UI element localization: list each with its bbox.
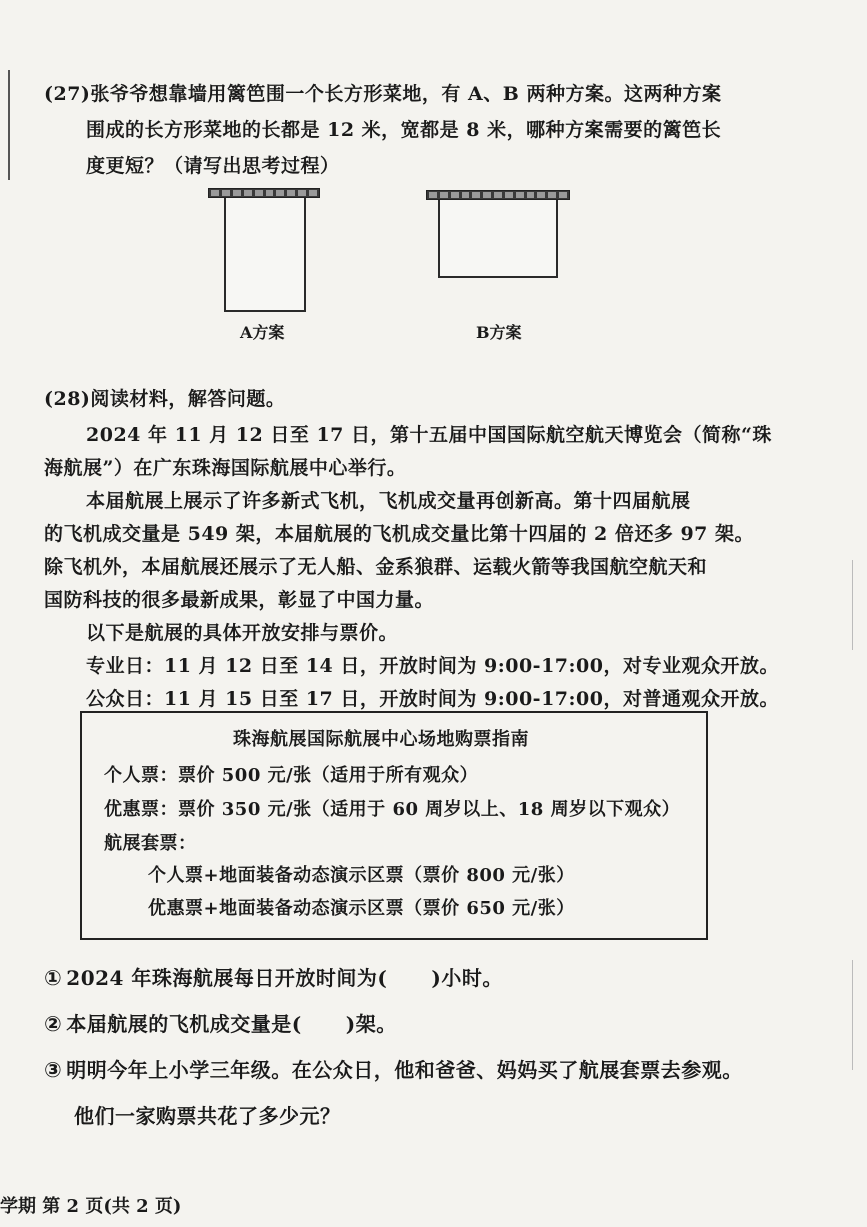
subquestion-3-marker: ③ (44, 1058, 63, 1082)
plan-a-fence (224, 198, 306, 312)
plan-b-fence (438, 200, 558, 278)
ticket-discount: 优惠票：票价 350 元/张（适用于 60 周岁以上、18 周岁以下观众） (104, 799, 681, 820)
ticket-guide-box (80, 711, 708, 940)
ticket-package-1: 个人票+地面装备动态演示区票（票价 800 元/张） (148, 865, 575, 886)
q28-paragraph-3: 以下是航展的具体开放安排与票价。 (86, 622, 399, 644)
subquestion-3 (44, 1054, 743, 1083)
ticket-package-2: 优惠票+地面装备动态演示区票（票价 650 元/张） (148, 898, 575, 919)
plan-b-label: B方案 (476, 323, 522, 342)
subquestion-2 (44, 1008, 397, 1037)
scan-artifact (852, 960, 853, 1070)
plan-b-wall (426, 190, 570, 200)
q28-professional-day: 专业日：11 月 12 日至 14 日，开放时间为 9:00-17:00，对专业观众开放。 (86, 655, 779, 677)
subquestion-3-line-2: 他们一家购票共花了多少元？ (74, 1104, 341, 1128)
q28-public-day: 公众日：11 月 15 日至 17 日，开放时间为 9:00-17:00，对普通观众开放。 (86, 688, 779, 710)
subquestion-1-text-b: )小时。 (431, 966, 503, 990)
q27-line-3: 度更短？（请写出思考过程） (86, 155, 340, 177)
q27-line-1: (27)张爷爷想靠墙用篱笆围一个长方形菜地，有 A、B 两种方案。这两种方案 (44, 83, 722, 105)
q28-paragraph-2-line-1: 本届航展上展示了许多新式飞机，飞机成交量再创新高。第十四届航展 (86, 490, 691, 512)
page-footer: 学期 第 2 页(共 2 页) (0, 1196, 182, 1217)
subquestion-1-marker: ① (44, 966, 63, 990)
ticket-package-heading: 航展套票： (104, 833, 197, 854)
q28-paragraph-2-line-2: 的飞机成交量是 549 架，本届航展的飞机成交量比第十四届的 2 倍还多 97 架。 (44, 523, 755, 545)
subquestion-2-text-b: )架。 (345, 1012, 397, 1036)
scan-artifact (852, 560, 853, 650)
q27-line-2: 围成的长方形菜地的长都是 12 米，宽都是 8 米，哪种方案需要的篱笆长 (86, 119, 722, 141)
q28-paragraph-1-line-1: 2024 年 11 月 12 日至 17 日，第十五届中国国际航空航天博览会（简称“珠 (86, 424, 772, 446)
q28-heading: (28)阅读材料，解答问题。 (44, 388, 286, 410)
q28-paragraph-2-line-4: 国防科技的很多最新成果，彰显了中国力量。 (44, 589, 435, 611)
q28-paragraph-1-line-2: 海航展”）在广东珠海国际航展中心举行。 (44, 457, 407, 479)
scan-edge-line (8, 70, 10, 180)
ticket-individual: 个人票：票价 500 元/张（适用于所有观众） (104, 765, 479, 786)
subquestion-3-line-1: 明明今年上小学三年级。在公众日，他和爸爸、妈妈买了航展套票去参观。 (66, 1058, 743, 1082)
plan-a-label: A方案 (240, 323, 285, 342)
plan-a-wall (208, 188, 320, 198)
subquestion-2-text-a: 本届航展的飞机成交量是( (66, 1012, 302, 1036)
subquestion-1 (44, 962, 503, 991)
q28-paragraph-2-line-3: 除飞机外，本届航展还展示了无人船、金系狼群、运载火箭等我国航空航天和 (44, 556, 708, 578)
subquestion-1-text-a: 2024 年珠海航展每日开放时间为( (66, 966, 388, 990)
ticket-guide-title: 珠海航展国际航展中心场地购票指南 (233, 729, 529, 750)
subquestion-2-marker: ② (44, 1012, 63, 1036)
